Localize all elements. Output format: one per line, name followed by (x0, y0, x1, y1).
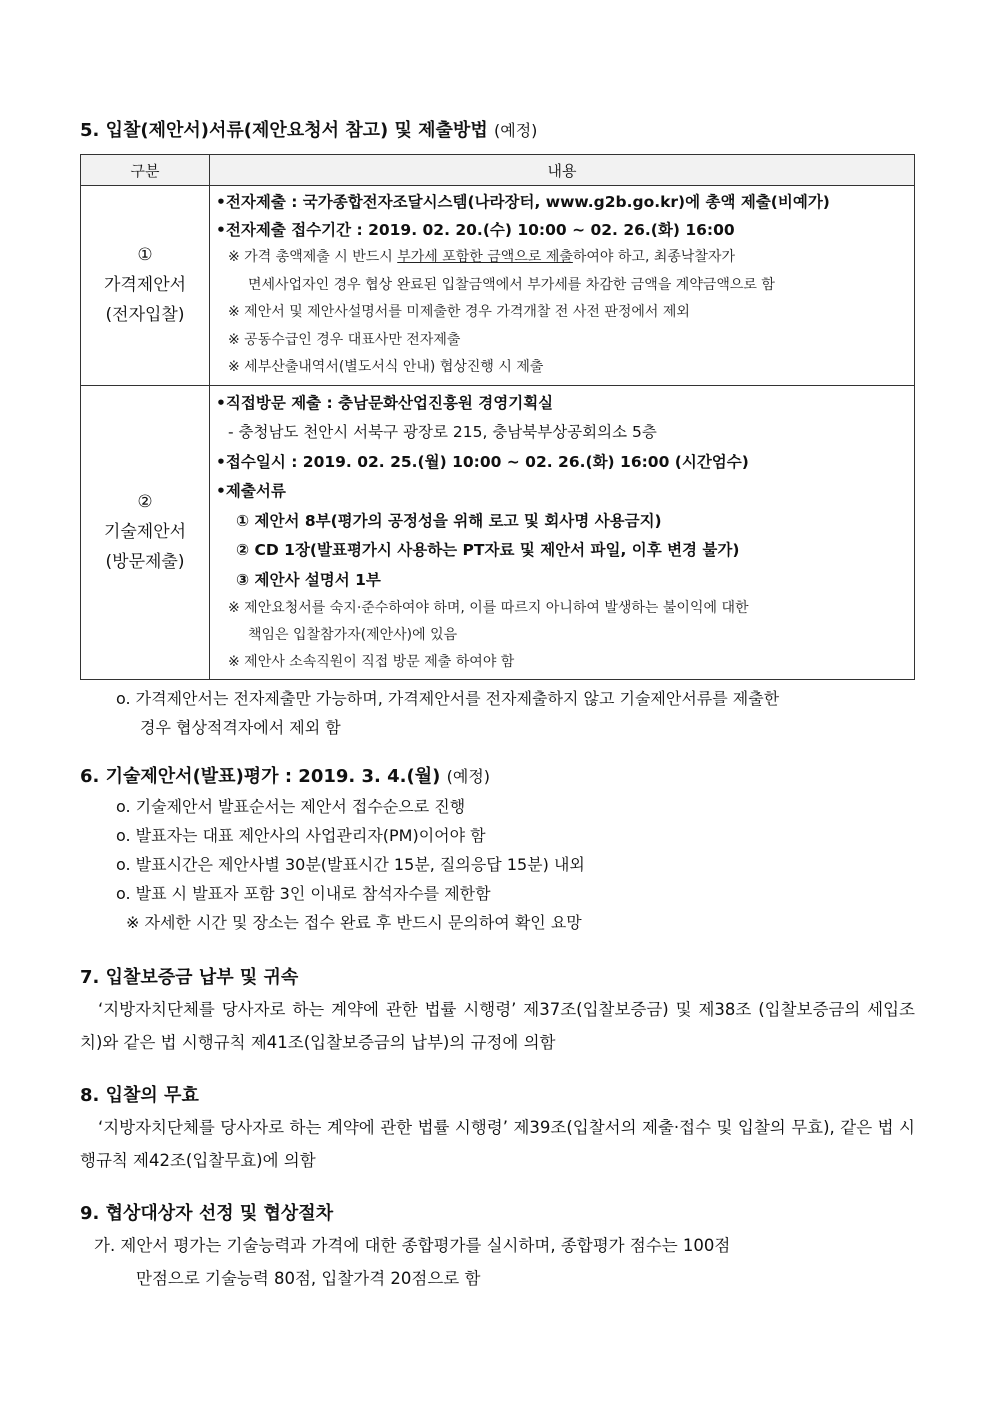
tech-item2: ② CD 1장(발표평가시 사용하는 PT자료 및 제안서 파일, 이후 변경 불가) (236, 541, 740, 559)
table-row-price (81, 186, 915, 386)
price-category-cell (81, 186, 210, 386)
tech-note2: ※ 제안사 소속직원이 직접 방문 제출 하여야 함 (228, 654, 515, 670)
price-note1-b: 하여야 하고, 최종낙찰자가 (572, 249, 735, 265)
section9-item-a: 가. 제안서 평가는 기술능력과 가격에 대한 종합평가를 실시하며, 종합평가 점수는 100점 (94, 1236, 731, 1255)
section6-note: (예정) (446, 767, 491, 786)
price-category-method: (전자입찰) (105, 305, 185, 326)
price-note1-underline: 부가세 포함한 금액으로 제출 (397, 249, 573, 265)
header-content: 내용 (210, 155, 915, 186)
tech-item3: ③ 제안사 설명서 1부 (236, 570, 381, 589)
section6-item4: o. 발표 시 발표자 포함 3인 이내로 참석자수를 제한함 (116, 884, 491, 903)
price-note4: ※ 세부산출내역서(별도서식 안내) 협상진행 시 제출 (228, 359, 544, 375)
price-line1: •전자제출 : 국가종합전자조달시스템(나라장터, www.g2b.go.kr)에 총액 제출(비예가) (216, 193, 830, 211)
tech-line3: •접수일시 : 2019. 02. 25.(월) 10:00 ~ 02. 26.(화) 16:00 (시간엄수) (216, 452, 749, 471)
section6-title: 6. 기술제안서(발표)평가 : 2019. 3. 4.(월) (80, 766, 441, 787)
section7-text: ‘지방자치단체를 당사자로 하는 계약에 관한 법률 시행령’ 제37조(입찰보증금) 및 제38조 (입찰보증금의 세입조치)와 같은 법 시행규칙 제41조(입찰보증금의 납부)의 규정에 의함 (80, 1000, 915, 1052)
tech-line4: •제출서류 (216, 482, 286, 500)
section6-heading (80, 764, 915, 790)
section5-title: 5. 입찰(제안서)서류(제안요청서 참고) 및 제출방법 (80, 120, 488, 141)
section6-remark: ※ 자세한 시간 및 장소는 접수 완료 후 반드시 문의하여 확인 요망 (126, 913, 582, 932)
section9-heading: 9. 협상대상자 선정 및 협상절차 (80, 1203, 334, 1224)
section5-after-note: o. 가격제안서는 전자제출만 가능하며, 가격제안서를 전자제출하지 않고 기술제안서류를 제출한 (116, 689, 780, 708)
header-category: 구분 (81, 155, 210, 186)
submission-table (80, 154, 915, 680)
price-note1 (216, 244, 908, 272)
section5-heading (80, 118, 915, 144)
section9-item-a-cont: 만점으로 기술능력 80점, 입찰가격 20점으로 함 (136, 1269, 481, 1288)
tech-note1-cont: 책임은 입찰참가자(제안사)에 있음 (248, 627, 458, 643)
price-note2: ※ 제안서 및 제안사설명서를 미제출한 경우 가격개찰 전 사전 판정에서 제외 (228, 304, 690, 320)
tech-line2: - 충청남도 천안시 서북구 광장로 215, 충남북부상공회의소 5층 (228, 423, 657, 441)
section8-heading: 8. 입찰의 무효 (80, 1085, 199, 1106)
price-line2: •전자제출 접수기간 : 2019. 02. 20.(수) 10:00 ~ 02. 26.(화) 16:00 (216, 220, 735, 239)
tech-item1: ① 제안서 8부(평가의 공정성을 위해 로고 및 회사명 사용금지) (236, 511, 662, 530)
price-note3: ※ 공동수급인 경우 대표사만 전자제출 (228, 331, 461, 348)
section8-text: ‘지방자치단체를 당사자로 하는 계약에 관한 법률 시행령’ 제39조(입찰서의 제출·접수 및 입찰의 무효), 같은 법 시행규칙 제42조(입찰무효)에 의함 (80, 1118, 915, 1170)
price-note1-cont: 면세사업자인 경우 협상 완료된 입찰금액에서 부가세를 차감한 금액을 계약금액으로 함 (248, 276, 775, 293)
price-category-name: 가격제안서 (103, 275, 187, 296)
section5-note: (예정) (494, 121, 538, 140)
tech-number: ② (137, 492, 153, 513)
section7-heading: 7. 입찰보증금 납부 및 귀속 (80, 967, 299, 988)
section5-after-note-cont: 경우 협상적격자에서 제외 함 (140, 718, 341, 737)
section6-item2: o. 발표자는 대표 제안사의 사업관리자(PM)이어야 함 (116, 826, 486, 845)
price-content-cell (210, 186, 915, 386)
tech-note1: ※ 제안요청서를 숙지·준수하여야 하며, 이를 따르지 아니하여 발생하는 불이익에 대한 (228, 600, 749, 616)
price-note1-a: ※ 가격 총액제출 시 반드시 (228, 249, 398, 265)
tech-line1: •직접방문 제출 : 충남문화산업진흥원 경영기획실 (216, 393, 554, 412)
table-row-tech (81, 385, 915, 680)
section6-item1: o. 기술제안서 발표순서는 제안서 접수순으로 진행 (116, 797, 466, 816)
tech-category-name: 기술제안서 (103, 522, 187, 543)
section6-item3: o. 발표시간은 제안사별 30분(발표시간 15분, 질의응답 15분) 내외 (116, 855, 585, 874)
price-number: ① (137, 245, 153, 266)
tech-content-cell (210, 385, 915, 680)
document-page (80, 118, 915, 1295)
tech-category-method: (방문제출) (105, 552, 185, 573)
tech-category-cell (81, 385, 210, 680)
table-header-row (81, 155, 915, 186)
